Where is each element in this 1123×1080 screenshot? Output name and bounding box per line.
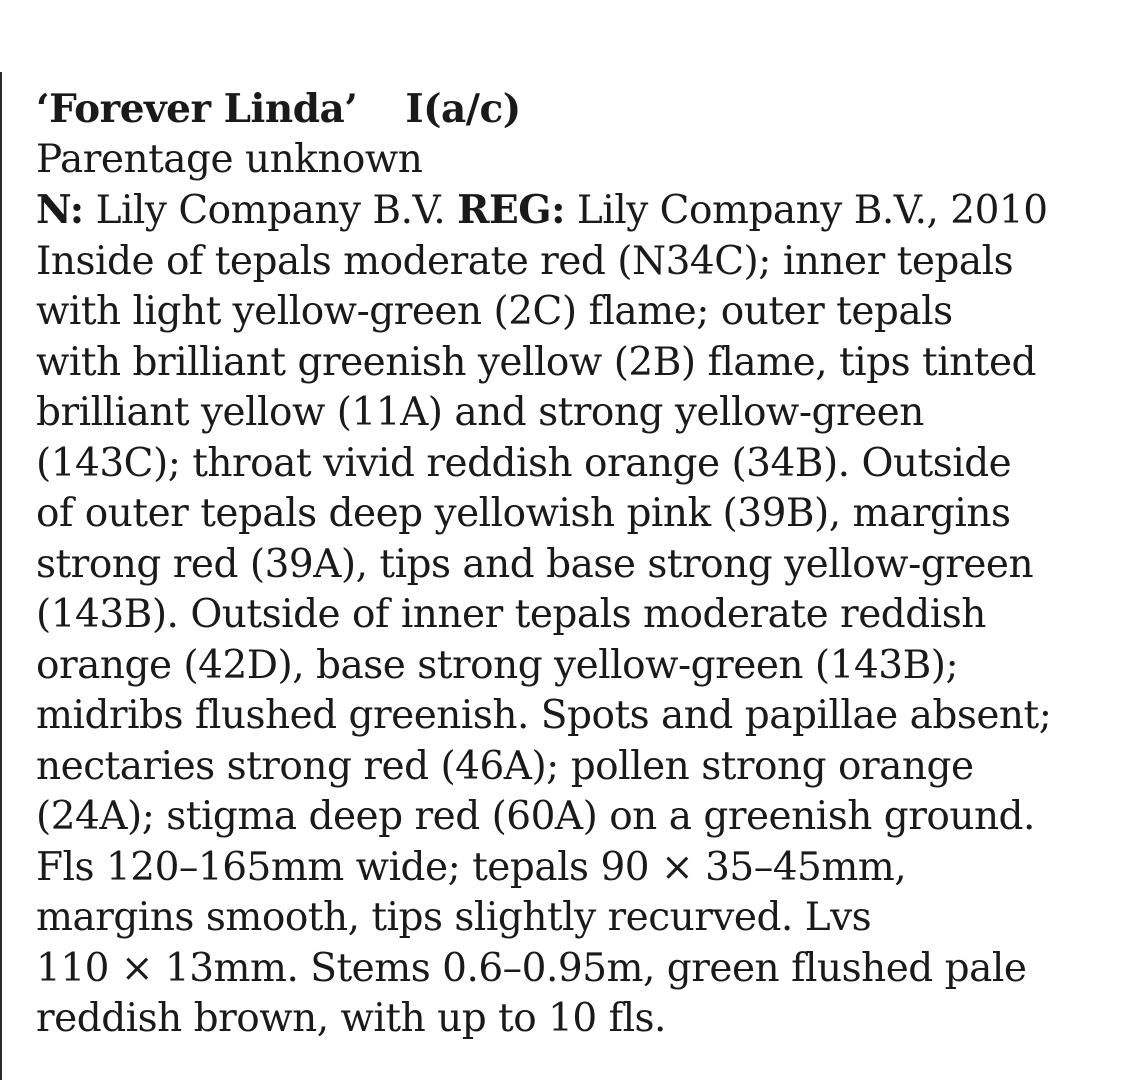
description-line: margins smooth, tips slightly recurved. Lvs (36, 895, 872, 940)
description-line: Fls 120–165mm wide; tepals 90 × 35–45mm, (36, 844, 907, 890)
description-line: reddish brown, with up to 10 fls. (36, 996, 666, 1041)
description-line: (24A); stigma deep red (60A) on a greenish ground. (36, 794, 1035, 839)
description-line: (143C); throat vivid reddish orange (34B). Outside (36, 440, 1012, 486)
description-line: Inside of tepals moderate red (N34C); inner tepals (36, 238, 1014, 284)
left-border-rule (0, 72, 2, 1080)
registrant-label: REG: (457, 187, 565, 233)
description-line: nectaries strong red (46A); pollen strong orange (36, 743, 974, 789)
nominant-value: Lily Company B.V. (95, 188, 446, 233)
cultivar-name: ‘Forever Linda’ (36, 86, 358, 132)
description-line: (143B). Outside of inner tepals moderate reddish (36, 592, 986, 637)
parentage-line: Parentage unknown (36, 136, 423, 182)
description-line: orange (42D), base strong yellow-green (143B); (36, 642, 959, 688)
description-line: with light yellow-green (2C) flame; outer tepals (36, 289, 953, 334)
description-line: midribs flushed greenish. Spots and papillae absent; (36, 693, 1052, 738)
nominant-label: N: (36, 187, 84, 233)
registration-line (36, 185, 1106, 237)
description-line: of outer tepals deep yellowish pink (39B), margins (36, 491, 1011, 536)
registrant-value: Lily Company B.V., 2010 (576, 188, 1048, 233)
description-line: strong red (39A), tips and base strong yellow-green (36, 541, 1034, 587)
cultivar-entry (36, 84, 1106, 1045)
division-group: I(a/c) (405, 86, 521, 132)
entry-heading (36, 84, 1106, 135)
description-line: 110 × 13mm. Stems 0.6–0.95m, green flushed pale (36, 945, 1027, 991)
description-line: brilliant yellow (11A) and strong yellow-green (36, 390, 924, 435)
description-line: with brilliant greenish yellow (2B) flame, tips tinted (36, 339, 1037, 385)
